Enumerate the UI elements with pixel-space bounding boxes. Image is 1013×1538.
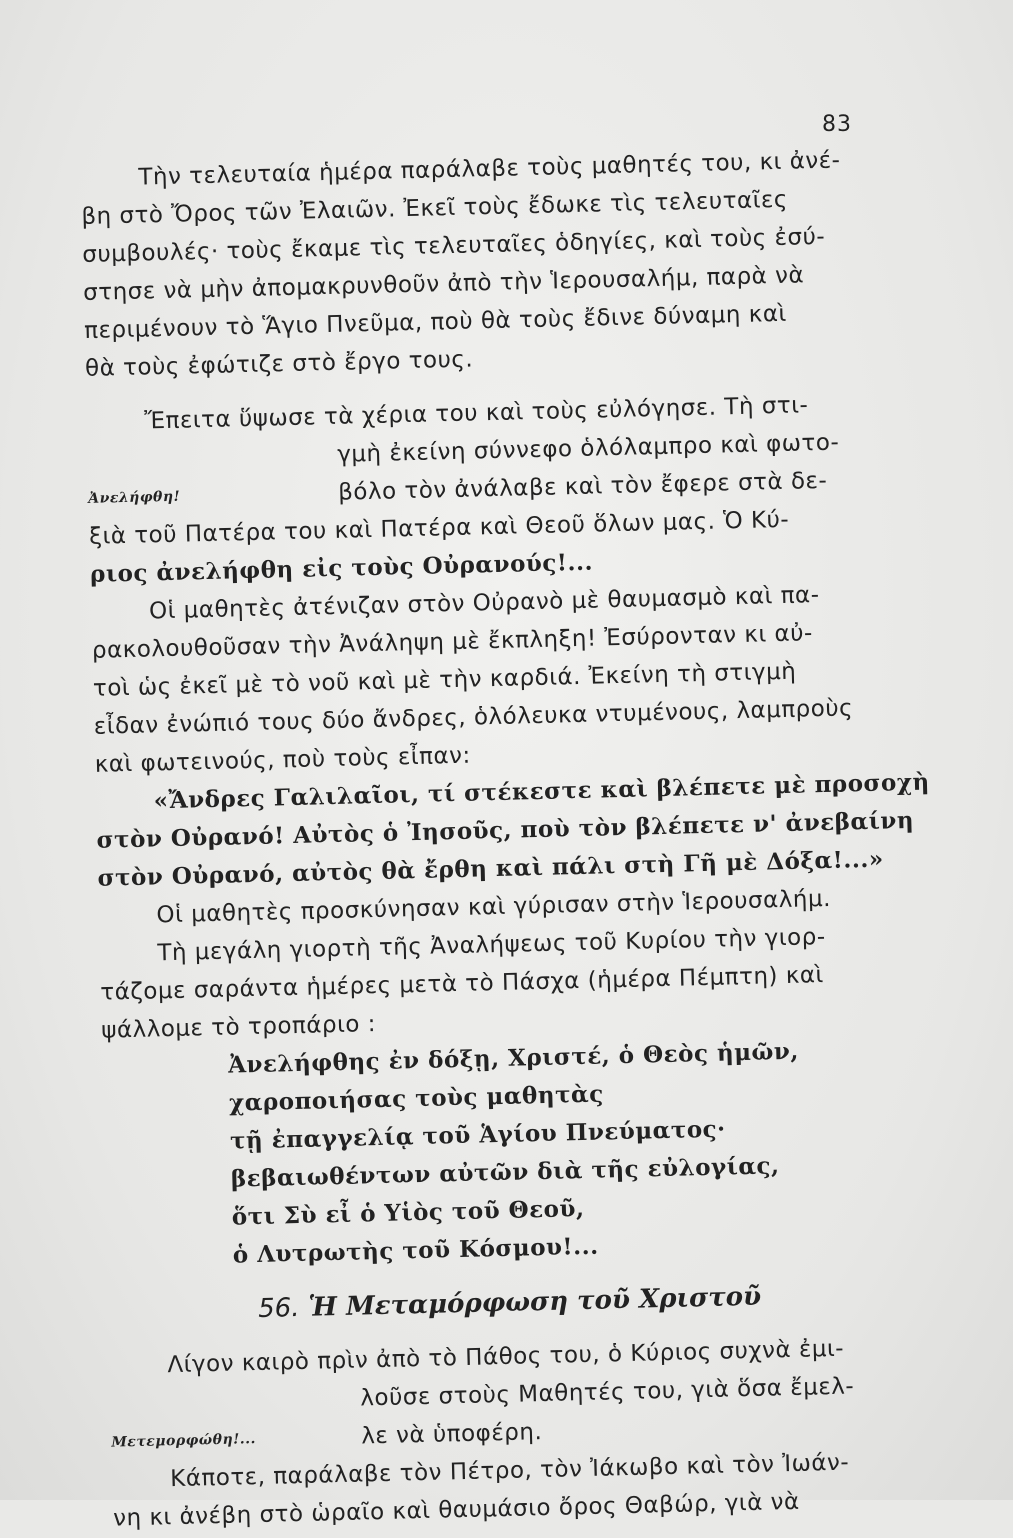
page-number: 83 <box>822 112 852 137</box>
text-line: ρακολουθοῦσαν τὴν Ἀνάληψη μὲ ἔκπληξη! Ἐσύρονταν κι αὐ- <box>91 620 814 664</box>
text-line: Ἔπειτα ὕψωσε τὰ χέρια του καὶ τοὺς εὐλόγησε. Τὴ στι- <box>144 392 809 435</box>
text-line: εἶδαν ἐνώπιό τους δύο ἄνδρες, ὁλόλευκα ντυμένους, λαμπροὺς <box>93 695 854 740</box>
text-line: βη στὸ Ὄρος τῶν Ἐλαιῶν. Ἐκεῖ τοὺς ἔδωκε τὶς τελευταῖες <box>81 186 789 230</box>
text-line: τοὶ ὡς ἐκεῖ μὲ τὸ νοῦ καὶ μὲ τὴν καρδιά. Ἐκείνη τὴ στιγμὴ <box>92 658 797 702</box>
troparion <box>102 1030 897 1277</box>
text-line: Τὴ μεγάλη γιορτὴ τῆς Ἀναλήψεως τοῦ Κυρίου τὴν γιορ- <box>157 924 826 967</box>
paragraph-4: Οἱ μαθητὲς προσκύνησαν καὶ γύρισαν στὴν Ἱερουσαλήμ. <box>156 885 832 929</box>
text-line: περιμένουν τὸ Ἅγιο Πνεῦμα, ποὺ θὰ τοὺς ἔδινε δύναμη καὶ <box>83 300 788 344</box>
text-line: Λίγον καιρὸ πρὶν ἀπὸ τὸ Πάθος του, ὁ Κύριος συχνὰ ἐμι- <box>167 1335 845 1379</box>
text-line: γμὴ ἐκείνη σύννεφο ὁλόλαμπρο καὶ φωτο- <box>336 429 840 468</box>
troparion-line: βεβαιωθέντων αὐτῶν διὰ τῆς εὐλογίας, <box>230 1152 780 1193</box>
text-line: καὶ φωτεινούς, ποὺ τοὺς εἶπαν: <box>94 742 472 778</box>
troparion-line: ὅτι Σὺ εἶ ὁ Υἱὸς τοῦ Θεοῦ, <box>231 1194 585 1231</box>
text-line: ξιὰ τοῦ Πατέρα του καὶ Πατέρα καὶ Θεοῦ ὅλων μας. Ὁ Κύ- <box>88 506 790 550</box>
text-line: νη κι ἀνέβη στὸ ὡραῖο καὶ θαυμάσιο ὄρος Θαβώρ, γιὰ νὰ <box>112 1488 800 1532</box>
text-line: ριος ἀνελήφθη εἰς τοὺς Οὐρανούς!... <box>89 548 594 588</box>
quote-line: «Ἄνδρες Γαλιλαῖοι, τί στέκεστε καὶ βλέπετε μὲ προσοχὴ <box>153 768 930 815</box>
text-line: Οἱ μαθητὲς ἀτένιζαν στὸν Οὐρανὸ μὲ θαυμασμὸ καὶ πα- <box>148 582 820 625</box>
section-title: Ἡ Μεταμόρφωση τοῦ Χριστοῦ <box>308 1281 762 1323</box>
angels-quote <box>95 765 930 898</box>
troparion-line: τῇ ἐπαγγελίᾳ τοῦ Ἁγίου Πνεύματος· <box>229 1115 726 1155</box>
text-line: θὰ τοὺς ἐφώτιζε στὸ ἔργο τους. <box>84 346 474 382</box>
quote-line: στὸν Οὐρανό! Αὐτὸς ὁ Ἰησοῦς, ποὺ τὸν βλέπετε ν' ἀνεβαίνη <box>96 806 915 854</box>
text-line: Τὴν τελευταία ἡμέρα παράλαβε τοὺς μαθητές του, κι ἀνέ- <box>138 147 841 191</box>
troparion-line: ὁ Λυτρωτὴς τοῦ Κόσμου!... <box>232 1232 599 1269</box>
text-line: στησε νὰ μὴν ἀπομακρυνθοῦν ἀπὸ τὴν Ἱερουσαλήμ, παρὰ νὰ <box>82 262 805 306</box>
troparion-line: χαροποιήσας τοὺς μαθητὰς <box>228 1080 605 1117</box>
paragraph-6 <box>109 1328 902 1461</box>
margin-note: Μετεμορφώθη!... <box>111 1431 257 1451</box>
text-line: Κάποτε, παράλαβε τὸν Πέτρο, τὸν Ἰάκωβο καὶ τὸν Ἰωάν- <box>169 1449 850 1493</box>
page-body <box>80 141 930 1538</box>
paragraph-3 <box>91 575 885 784</box>
text-line: βόλο τὸν ἀνάλαβε καὶ τὸν ἔφερε στὰ δε- <box>337 467 828 506</box>
troparion-line: Ἀνελήφθης ἐν δόξῃ, Χριστέ, ὁ Θεὸς ἡμῶν, <box>227 1037 800 1079</box>
section-number: 56. <box>257 1292 300 1324</box>
text-line: λε νὰ ὑποφέρη. <box>360 1419 543 1450</box>
paragraph-5 <box>99 916 892 1049</box>
text-line: τάζομε σαράντα ἡμέρες μετὰ τὸ Πάσχα (ἡμέρα Πέμπτη) καὶ <box>100 962 825 1006</box>
paragraph-2 <box>86 385 880 594</box>
paragraph-1 <box>80 141 875 388</box>
text-line: συμβουλές· τοὺς ἔκαμε τὶς τελευταῖες ὁδηγίες, καὶ τοὺς ἐσύ- <box>82 223 826 268</box>
text-line: λοῦσε στοὺς Μαθητές του, γιὰ ὅσα ἔμελ- <box>360 1373 855 1412</box>
text-line: ψάλλομε τὸ τροπάριο : <box>100 1011 377 1044</box>
quote-line: στὸν Οὐρανό, αὐτὸς θὰ ἔρθη καὶ πάλι στὴ Γῆ μὲ Δόξα!...» <box>97 845 884 892</box>
margin-note: Ἀνελήφθη! <box>88 488 181 507</box>
